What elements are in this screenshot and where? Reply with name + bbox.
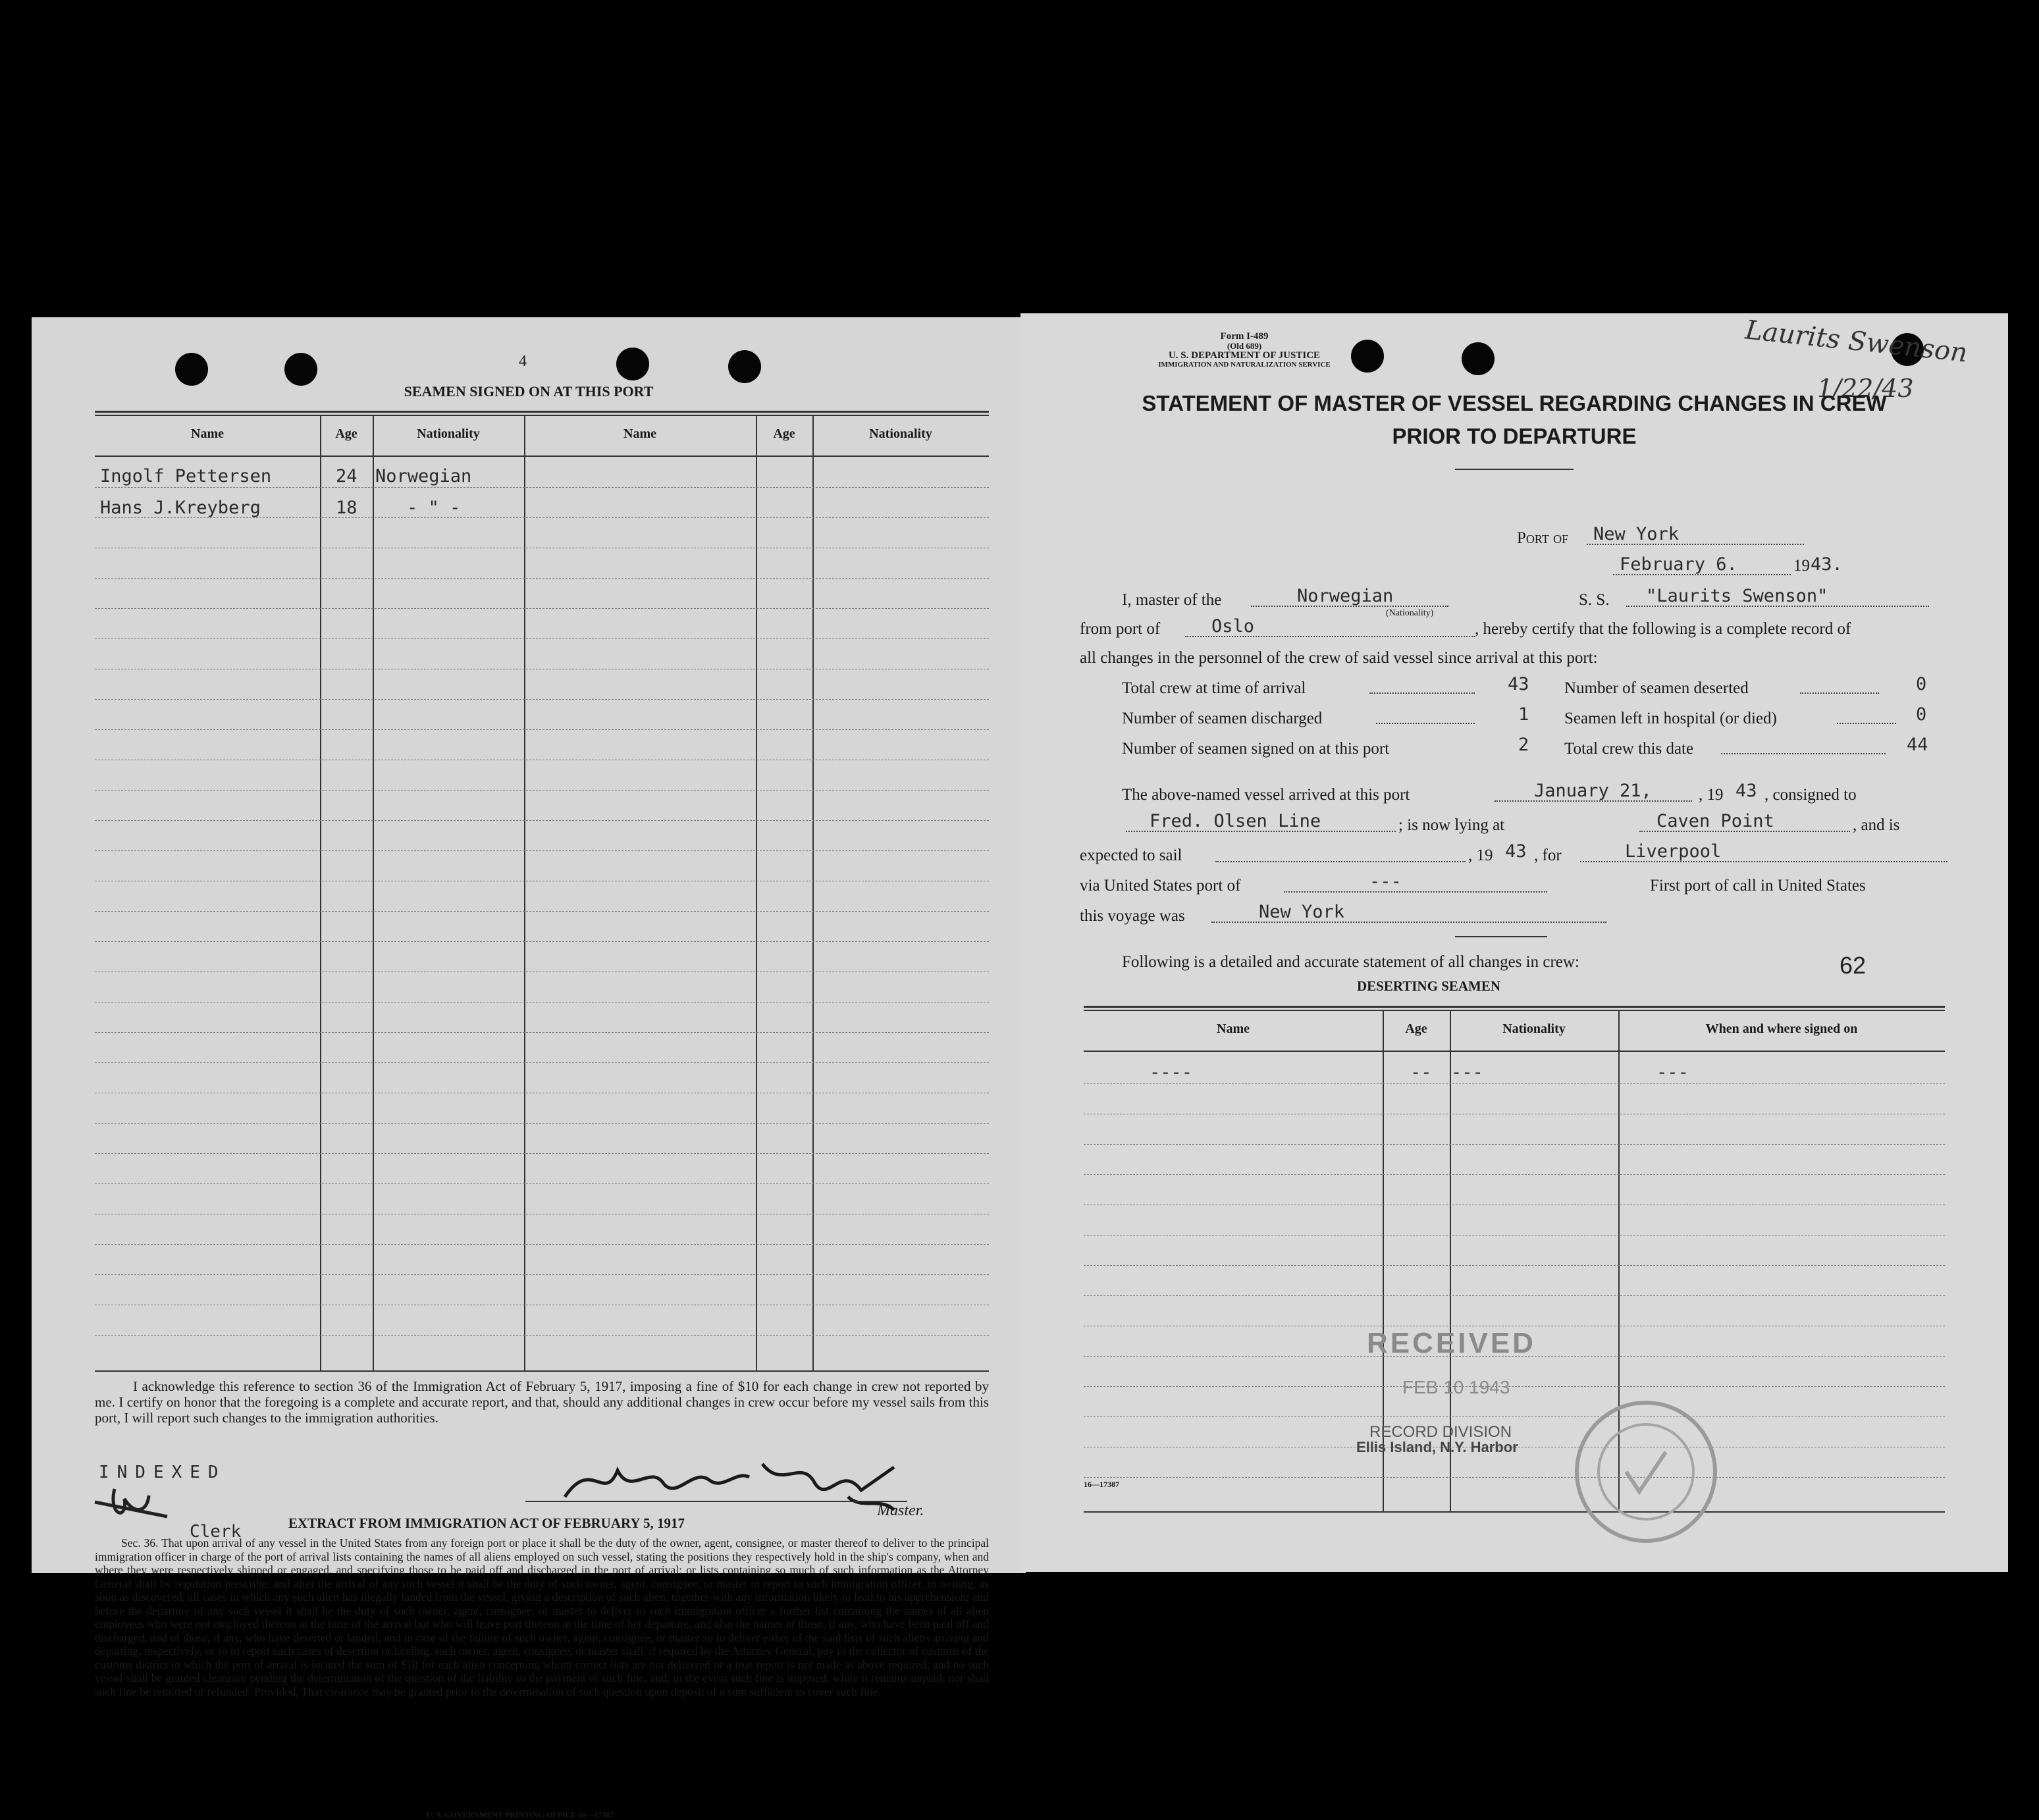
voyage-value: New York xyxy=(1259,902,1345,922)
punch-hole xyxy=(1462,342,1495,375)
year-value: 43. xyxy=(1811,554,1843,575)
clerk-initials-icon xyxy=(88,1476,187,1528)
master-label: Master. xyxy=(877,1502,924,1519)
ruled-line xyxy=(95,1123,989,1124)
stat-label: Number of seamen deserted xyxy=(1564,679,1749,697)
header-age-2: Age xyxy=(773,427,795,441)
ruled-line xyxy=(1084,1083,1945,1084)
seaman-name: Ingolf Pettersen xyxy=(100,466,272,486)
record-division: RECORD DIVISION xyxy=(1369,1423,1512,1441)
via-label: via United States port of xyxy=(1080,877,1241,895)
consigned-label: , consigned to xyxy=(1764,786,1857,804)
left-page xyxy=(32,317,1026,1819)
stat-value: 0 xyxy=(1916,674,1927,694)
handwritten-date: 1/22/43 xyxy=(1817,374,1914,403)
form-number: Form I-489 xyxy=(1220,331,1269,342)
stat-value: 1 xyxy=(1518,704,1529,725)
stat-value: 43 xyxy=(1508,674,1529,694)
from-port-value: Oslo xyxy=(1211,616,1255,637)
certify-text: , hereby certify that the following is a complete record of xyxy=(1475,620,1851,638)
stat-value: 44 xyxy=(1907,735,1928,755)
deserting-title: DESERTING SEAMEN xyxy=(1356,978,1501,994)
from-port-label: from port of xyxy=(1080,620,1161,638)
ruled-line xyxy=(95,729,989,730)
ruled-line xyxy=(95,1032,989,1033)
ss-label: S. S. xyxy=(1579,591,1610,609)
received-date: FEB 10 1943 xyxy=(1402,1377,1510,1397)
header-name-2: Name xyxy=(623,427,656,441)
ruled-line xyxy=(95,1274,989,1275)
deserter-signed-on: --- xyxy=(1656,1062,1689,1083)
ruled-line xyxy=(95,820,989,821)
stat-label: Total crew this date xyxy=(1564,740,1694,758)
ellis-island: Ellis Island, N.Y. Harbor xyxy=(1356,1439,1518,1455)
arrived-value: January 21, xyxy=(1534,781,1652,801)
ruled-line xyxy=(95,1244,989,1245)
expected-year-prefix: , 19 xyxy=(1468,846,1493,864)
ruled-line xyxy=(95,790,989,791)
deserter-name: ---- xyxy=(1150,1062,1193,1083)
date-value: February 6. xyxy=(1620,554,1737,575)
ruled-line xyxy=(95,1183,989,1184)
port-label: Port of xyxy=(1517,529,1569,547)
for-value: Liverpool xyxy=(1625,841,1722,862)
ruled-line xyxy=(95,699,989,700)
ruled-line xyxy=(95,578,989,579)
ship-name: "Laurits Swenson" xyxy=(1646,586,1828,606)
ruled-line xyxy=(95,1153,989,1154)
acknowledgement-text: I acknowledge this reference to section 36 of the Immigration Act of February 5, 1917, imposing a fine of $10 for each change in crew not reported by me. I certify on honor that the foregoing is a complete and accurate report, and that, should any additional changes in crew occur before my vessel sails from this port, I will report such changes to the immigration authorities. xyxy=(95,1378,989,1426)
punch-hole xyxy=(175,353,208,386)
consignee-value: Fred. Olsen Line xyxy=(1150,811,1321,831)
ruled-line xyxy=(1084,1295,1945,1296)
footer-code: 16—17387 xyxy=(1084,1480,1119,1489)
year-prefix: 19 xyxy=(1793,557,1810,575)
ruled-line xyxy=(1084,1477,1945,1478)
ruled-line xyxy=(95,941,989,942)
clerk-label: Clerk xyxy=(190,1522,242,1542)
ruled-line xyxy=(95,1335,989,1336)
master-of-label: I, master of the xyxy=(1122,591,1222,609)
voyage-label: this voyage was xyxy=(1080,907,1185,925)
ruled-line xyxy=(95,487,989,488)
lying-value: Caven Point xyxy=(1656,811,1774,831)
ruled-line xyxy=(95,608,989,609)
first-port-label: First port of call in United States xyxy=(1650,877,1866,895)
seaman-age: 24 xyxy=(336,466,357,486)
stat-label: Seamen left in hospital (or died) xyxy=(1564,710,1777,727)
nationality-value: Norwegian xyxy=(1297,586,1394,606)
header-nationality: Nationality xyxy=(417,427,480,441)
seaman-nationality: - " - xyxy=(407,498,461,518)
all-changes-text: all changes in the personnel of the crew of said vessel since arrival at this port: xyxy=(1080,649,1598,667)
arrived-year-prefix: , 19 xyxy=(1699,786,1724,804)
punch-hole xyxy=(728,350,761,383)
ruled-line xyxy=(95,638,989,639)
lying-label: ; is now lying at xyxy=(1398,816,1505,834)
following-text: Following is a detailed and accurate statement of all changes in crew: xyxy=(1122,953,1579,971)
form-title-line2: PRIOR TO DEPARTURE xyxy=(1392,424,1637,448)
page-number: 4 xyxy=(519,353,527,370)
printing-office: U. S. GOVERNMENT PRINTING OFFICE 16—17387 xyxy=(427,1810,614,1819)
header-name: Name xyxy=(1217,1022,1250,1036)
header-signed-on: When and where signed on xyxy=(1705,1022,1858,1036)
stat-value: 2 xyxy=(1518,735,1529,755)
header-name: Name xyxy=(191,427,224,441)
list-number: 62 xyxy=(1840,952,1867,979)
old-form-number: (Old 689) xyxy=(1227,341,1262,351)
ruled-line xyxy=(95,850,989,851)
arrived-label: The above-named vessel arrived at this port xyxy=(1122,786,1410,804)
for-label: , for xyxy=(1534,846,1562,864)
master-signature-icon xyxy=(552,1451,920,1517)
handwritten-ship-note: Laurits Swenson xyxy=(1743,315,1969,369)
stat-label: Number of seamen discharged xyxy=(1122,710,1323,727)
stat-label: Number of seamen signed on at this port xyxy=(1122,740,1390,758)
header-nationality-2: Nationality xyxy=(869,427,932,441)
deserter-nationality: --- xyxy=(1451,1062,1483,1083)
header-age: Age xyxy=(1405,1022,1427,1036)
extract-title: EXTRACT FROM IMMIGRATION ACT OF FEBRUARY 5, 1917 xyxy=(288,1515,685,1531)
stat-value: 0 xyxy=(1916,704,1927,725)
header-age: Age xyxy=(335,427,357,441)
indexed-mark: INDEXED xyxy=(99,1463,226,1482)
via-value: --- xyxy=(1369,871,1402,892)
seaman-nationality: Norwegian xyxy=(375,466,472,486)
and-is-label: , and is xyxy=(1853,816,1900,834)
punch-hole xyxy=(284,353,317,386)
deserter-age: -- xyxy=(1410,1062,1432,1083)
form-title-line1: STATEMENT OF MASTER OF VESSEL REGARDING CHANGES IN CREW xyxy=(1142,391,1887,415)
seaman-age: 18 xyxy=(336,498,357,518)
header-nationality: Nationality xyxy=(1502,1022,1566,1036)
ruled-line xyxy=(1084,1386,1945,1387)
port-value: New York xyxy=(1593,524,1680,544)
arrived-year-value: 43 xyxy=(1735,781,1757,801)
service: IMMIGRATION AND NATURALIZATION SERVICE xyxy=(1158,361,1331,369)
round-seal-icon xyxy=(1567,1393,1725,1551)
extract-text: Sec. 36. That upon arrival of any vessel in the United States from any foreign port or place it shall be the duty of the owner, agent, consignee, or master thereof to deliver to the principal immigration officer in charge of the port of arrival lists containing the names of all aliens employed on such vessel, stating the positions they respectively hold in the ship's company, when and where they were respectively shipped or engaged, and specifying those to be paid off and discharged in the port of arrival; or lists containing so much of such information as the Attorney General shall by regulation prescribe; and after the arrival of any such vessel it shall be the duty of such owner, agent, consignee, or master to report to such immigration officer, in writing, as soon as discovered, all cases in which any such alien has illegally landed from the vessel, giving a description of such alien, together with any information likely to lead to his apprehension; and before the departure of any such vessel it shall be the duty of such owner, agent, consignee, or master to deliver to such immigration officer a further list containing the names of all alien employees who were not employed thereon at the time of the arrival but who will leave port thereon at the time of her departure, and also the names of those, if any, who have been paid off and discharged, and of those, if any, who have deserted or landed; and in case of the failure of such owner, agent, consignee, or master so to deliver either of the said lists of such aliens arriving and departing, respectively, or so to report such cases of desertion or landing, such owner, agent, consignee, or master shall, if required by the Attorney General, pay to the collector of customs of the customs district in which the port of arrival is located the sum of $10 for each alien concerning whom correct lists are not delivered or a true report is not made as above required; and no such vessel shall be granted clearance pending the determination of the question of the liability to the payment of such fine, and, in the event such fine is imposed, while it remains unpaid; nor shall such fine be remitted or refunded: Provided, That clearance may be granted prior to the determination of such question upon deposit of a sum sufficient to cover such fine. xyxy=(95,1536,989,1698)
stat-label: Total crew at time of arrival xyxy=(1122,679,1306,697)
expected-year-value: 43 xyxy=(1505,841,1527,862)
ruled-line xyxy=(95,911,989,912)
ruled-line xyxy=(1084,1144,1945,1145)
ruled-line xyxy=(1084,1174,1945,1175)
page-title: SEAMEN SIGNED ON AT THIS PORT xyxy=(404,383,654,400)
department: U. S. DEPARTMENT OF JUSTICE xyxy=(1168,350,1321,361)
right-page xyxy=(1020,313,2008,1572)
nationality-caption: (Nationality) xyxy=(1386,608,1434,618)
expected-label: expected to sail xyxy=(1080,846,1182,864)
punch-hole xyxy=(616,348,649,380)
ruled-line xyxy=(95,1062,989,1063)
received-stamp-text: RECEIVED xyxy=(1367,1327,1536,1359)
ruled-line xyxy=(1084,1265,1945,1266)
seaman-name: Hans J.Kreyberg xyxy=(100,498,261,518)
